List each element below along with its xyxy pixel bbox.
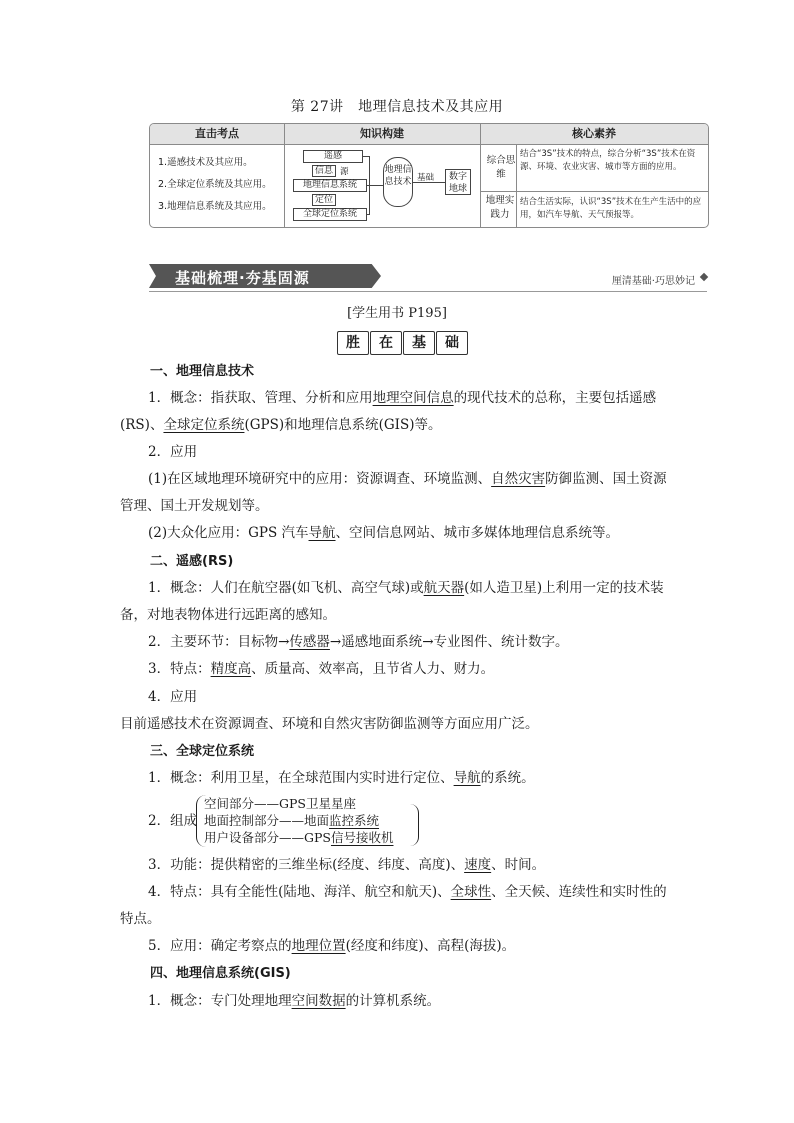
kaodian-item: 2.全球定位系统及其应用。 [158, 179, 272, 190]
composition-item: 空间部分——GPS卫星星座 [204, 796, 356, 811]
section-badge [337, 331, 467, 355]
section-heading: 四、地理信息系统(GIS) [150, 966, 291, 981]
diagram-earth-box: 数字地球 [445, 169, 471, 195]
diagram-rs-box: 遥感 [303, 150, 363, 163]
section-banner [149, 262, 707, 292]
kaodian-item: 3.地理信息系统及其应用。 [158, 201, 272, 212]
paragraph: 1．概念：人们在航空器(如飞机、高空气球)或航天器(如人造卫星)上利用一定的技术装备，对地表物体进行远距离的感知。 [120, 580, 664, 623]
diagram-source-label: 源 [340, 167, 349, 177]
banner-rule [149, 291, 707, 292]
badge-char: 础 [436, 331, 468, 355]
table-header [150, 124, 708, 145]
paragraph: 2．应用 [148, 444, 198, 460]
right-brace [410, 804, 419, 846]
diagram-gps-box: 全球定位系统 [293, 208, 367, 221]
paragraph: 4．特点：具有全能性(陆地、海洋、航空和航天)、全球性、全天候、连续性和实时性的特点。 [120, 884, 667, 927]
paragraph: 目前遥感技术在资源调查、环境和自然灾害防御监测等方面应用广泛。 [120, 716, 539, 732]
paragraph: 4．应用 [148, 689, 198, 705]
paragraph: 1．概念：指获取、管理、分析和应用地理空间信息的现代技术的总称，主要包括遥感(RS)、全球定位系统(GPS)和地理信息系统(GIS)等。 [120, 390, 657, 433]
diagram-info-box: 信息 [312, 165, 336, 177]
banner-subtitle: 厘清基础·巧思妙记 [611, 276, 695, 287]
badge-char: 基 [403, 331, 435, 355]
header-kaodian: 直击考点 [195, 127, 239, 140]
suyang-label: 地理实践力 [485, 195, 515, 220]
badge-char: 胜 [337, 331, 369, 355]
suyang-text: 结合生活实际，认识“3S”技术在生产生活中的应用，如汽车导航、天气预报等。 [520, 197, 702, 220]
row-divider [480, 191, 708, 192]
paragraph: 2．组成 [148, 813, 198, 829]
paragraph: 5．应用：确定考察点的地理位置(经度和纬度)、高程(海拔)。 [148, 938, 516, 954]
header-suyang: 核心素养 [572, 127, 616, 140]
column-divider [480, 124, 481, 227]
section-heading: 三、全球定位系统 [150, 744, 255, 759]
diagram-arrow [369, 185, 383, 186]
kaodian-item: 1.遥感技术及其应用。 [158, 157, 253, 168]
diagram-gis-box: 地理信息系统 [293, 179, 367, 192]
paragraph: (1)在区域地理环境研究中的应用：资源调查、环境监测、自然灾害防御监测、国土资源管理、国土开发规划等。 [120, 471, 667, 514]
page-title: 第 27讲 地理信息技术及其应用 [290, 99, 504, 115]
badge-char: 在 [370, 331, 402, 355]
overview-table [149, 123, 709, 228]
section-heading: 二、遥感(RS) [150, 554, 234, 569]
suyang-text: 结合“3S”技术的特点，综合分析“3S”技术在资源、环境、农业灾害、城市等方面的应用。 [520, 149, 696, 172]
composition-item: 地面控制部分——地面监控系统 [204, 813, 380, 828]
header-zhishi: 知识构建 [360, 127, 404, 140]
column-divider [284, 124, 285, 227]
suyang-label: 综合思维 [486, 155, 516, 180]
paragraph: 3．特点：精度高、质量高、效率高，且节省人力、财力。 [148, 661, 495, 677]
student-book-ref: [学生用书 P195] [347, 306, 447, 321]
diagram-center-box: 地理信息技术 [383, 157, 413, 207]
paragraph: 1．概念：利用卫星，在全球范围内实时进行定位、导航的系统。 [148, 770, 535, 786]
diagram-connector [363, 156, 369, 157]
diamond-icon [700, 273, 708, 281]
paragraph: (2)大众化应用：GPS 汽车导航、空间信息网站、城市多媒体地理信息系统等。 [148, 525, 620, 541]
diagram-connector [367, 214, 369, 215]
paragraph: 2．主要环节：目标物→传感器→遥感地面系统→专业图件、统计数字。 [148, 634, 569, 650]
composition-item: 用户设备部分——GPS信号接收机 [204, 830, 394, 845]
diagram-basis-label: 基础 [417, 173, 435, 183]
paragraph: 3．功能：提供精密的三维坐标(经度、纬度、高度)、速度、时间。 [148, 857, 546, 873]
paragraph: 1．概念：专门处理地理空间数据的计算机系统。 [148, 993, 441, 1009]
diagram-locate-box: 定位 [312, 194, 336, 206]
banner-title: 基础梳理·夯基固源 [175, 269, 310, 287]
section-heading: 一、地理信息技术 [150, 364, 255, 379]
